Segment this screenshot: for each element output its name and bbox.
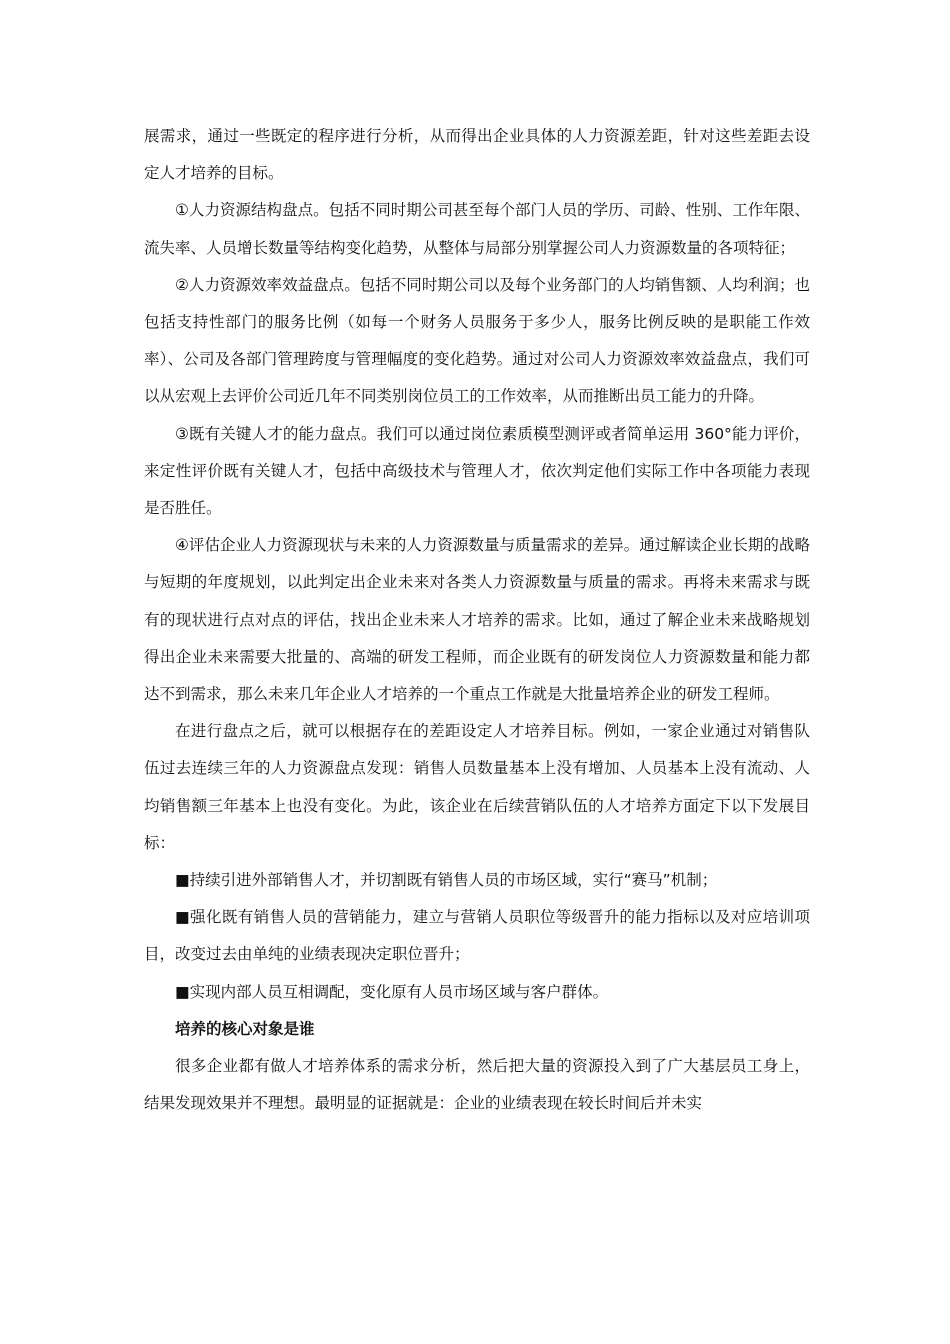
section-heading: 培养的核心对象是谁 xyxy=(175,1019,315,1038)
paragraph-continuation: 展需求，通过一些既定的程序进行分析，从而得出企业具体的人力资源差距，针对这些差距去设定人才培养的目标。 xyxy=(144,127,810,183)
document-page xyxy=(144,118,810,1122)
bullet-item: ■强化既有销售人员的营销能力，建立与营销人员职位等级晋升的能力指标以及对应培训项目，改变过去由单纯的业绩表现决定职位晋升； xyxy=(144,908,810,964)
paragraph-gap-assessment: ④评估企业人力资源现状与未来的人力资源数量与质量需求的差异。通过解读企业长期的战略与短期的年度规划，以此判定出企业未来对各类人力资源数量与质量的需求。再将未来需求与既有的现状进行点对点的评估，找出企业未来人才培养的需求。比如，通过了解企业未来战略规划得出企业未来需要大批量的、高端的研发工程师，而企业既有的研发岗位人力资源数量和能力都达不到需求，那么未来几年企业人才培养的一个重点工作就是大批量培养企业的研发工程师。 xyxy=(144,536,810,704)
paragraph-core-target: 很多企业都有做人才培养体系的需求分析，然后把大量的资源投入到了广大基层员工身上，结果发现效果并不理想。最明显的证据就是：企业的业绩表现在较长时间后并未实 xyxy=(144,1057,810,1113)
paragraph-efficiency-inventory: ②人力资源效率效益盘点。包括不同时期公司以及每个业务部门的人均销售额、人均利润；也包括支持性部门的服务比例（如每一个财务人员服务于多少人，服务比例反映的是职能工作效率）、公司及各部门管理跨度与管理幅度的变化趋势。通过对公司人力资源效率效益盘点，我们可以从宏观上去评价公司近几年不同类别岗位员工的工作效率，从而推断出员工能力的升降。 xyxy=(144,275,810,406)
bullet-item: ■持续引进外部销售人才，并切割既有销售人员的市场区域，实行“赛马”机制； xyxy=(175,871,718,890)
paragraph-example: 在进行盘点之后，就可以根据存在的差距设定人才培养目标。例如，一家企业通过对销售队伍过去连续三年的人力资源盘点发现：销售人员数量基本上没有增加、人员基本上没有流动、人均销售额三年基本上也没有变化。为此，该企业在后续营销队伍的人才培养方面定下以下发展目标： xyxy=(144,722,810,852)
bullet-item: ■实现内部人员互相调配，变化原有人员市场区域与客户群体。 xyxy=(175,982,609,1001)
paragraph-structure-inventory: ①人力资源结构盘点。包括不同时期公司甚至每个部门人员的学历、司龄、性别、工作年限、流失率、人员增长数量等结构变化趋势，从整体与局部分别掌握公司人力资源数量的各项特征； xyxy=(144,201,810,257)
paragraph-key-talent-inventory: ③既有关键人才的能力盘点。我们可以通过岗位素质模型测评或者简单运用 360°能力评价，来定性评价既有关键人才，包括中高级技术与管理人才，依次判定他们实际工作中各项能力表现是否胜任。 xyxy=(144,424,810,518)
